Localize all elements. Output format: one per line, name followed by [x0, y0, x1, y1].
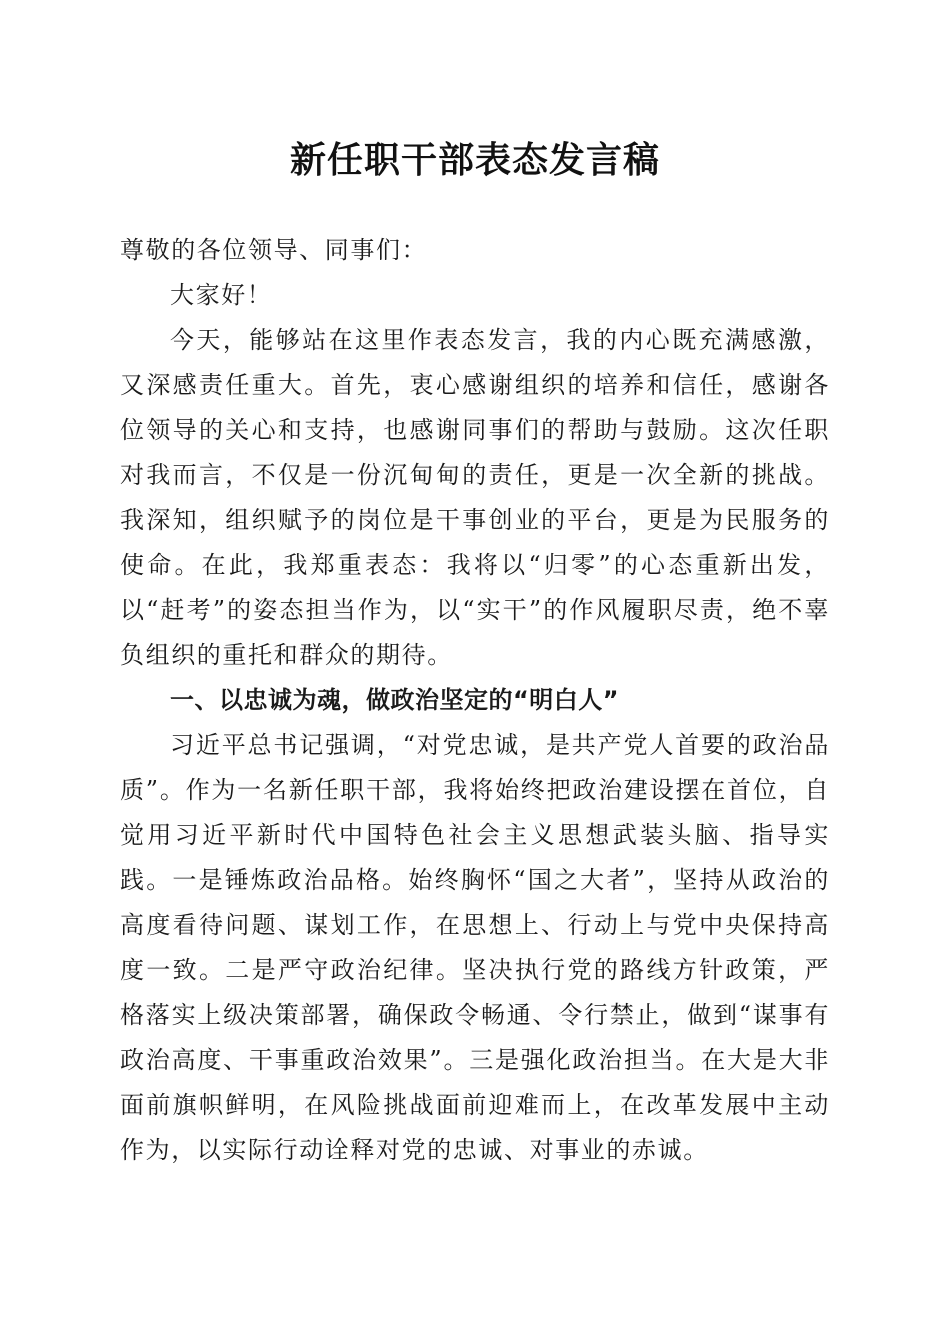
document-title: 新任职干部表态发言稿 — [289, 139, 660, 181]
document-body — [120, 228, 830, 1173]
intro-paragraph: 今天，能够站在这里作表态发言，我的内心既充满感激，又深感责任重大。首先，衷心感谢组织的培养和信任，感谢各位领导的关心和支持，也感谢同事们的帮助与鼓励。这次任职对我而言，不仅是一份沉甸甸的责任，更是一次全新的挑战。我深知，组织赋予的岗位是干事创业的平台，更是为民服务的使命。在此，我郑重表态：我将以“归零”的心态重新出发，以“赶考”的姿态担当作为，以“实干”的作风履职尽责，绝不辜负组织的重托和群众的期待。 — [120, 326, 830, 669]
section-1-heading: 一、以忠诚为魂，做政治坚定的“明白人” — [170, 686, 620, 714]
section-1-paragraph: 习近平总书记强调，“对党忠诚，是共产党人首要的政治品质”。作为一名新任职干部，我将始终把政治建设摆在首位，自觉用习近平新时代中国特色社会主义思想武装头脑、指导实践。一是锤炼政治品格。始终胸怀“国之大者”，坚持从政治的高度看待问题、谋划工作，在思想上、行动上与党中央保持高度一致。二是严守政治纪律。坚决执行党的路线方针政策，严格落实上级决策部署，确保政令畅通、令行禁止，做到“谋事有政治高度、干事重政治效果”。三是强化政治担当。在大是大非面前旗帜鲜明，在风险挑战面前迎难而上，在改革发展中主动作为，以实际行动诠释对党的忠诚、对事业的赤诚。 — [120, 731, 830, 1164]
salutation: 尊敬的各位领导、同事们： — [120, 236, 428, 264]
greeting: 大家好！ — [170, 281, 273, 309]
